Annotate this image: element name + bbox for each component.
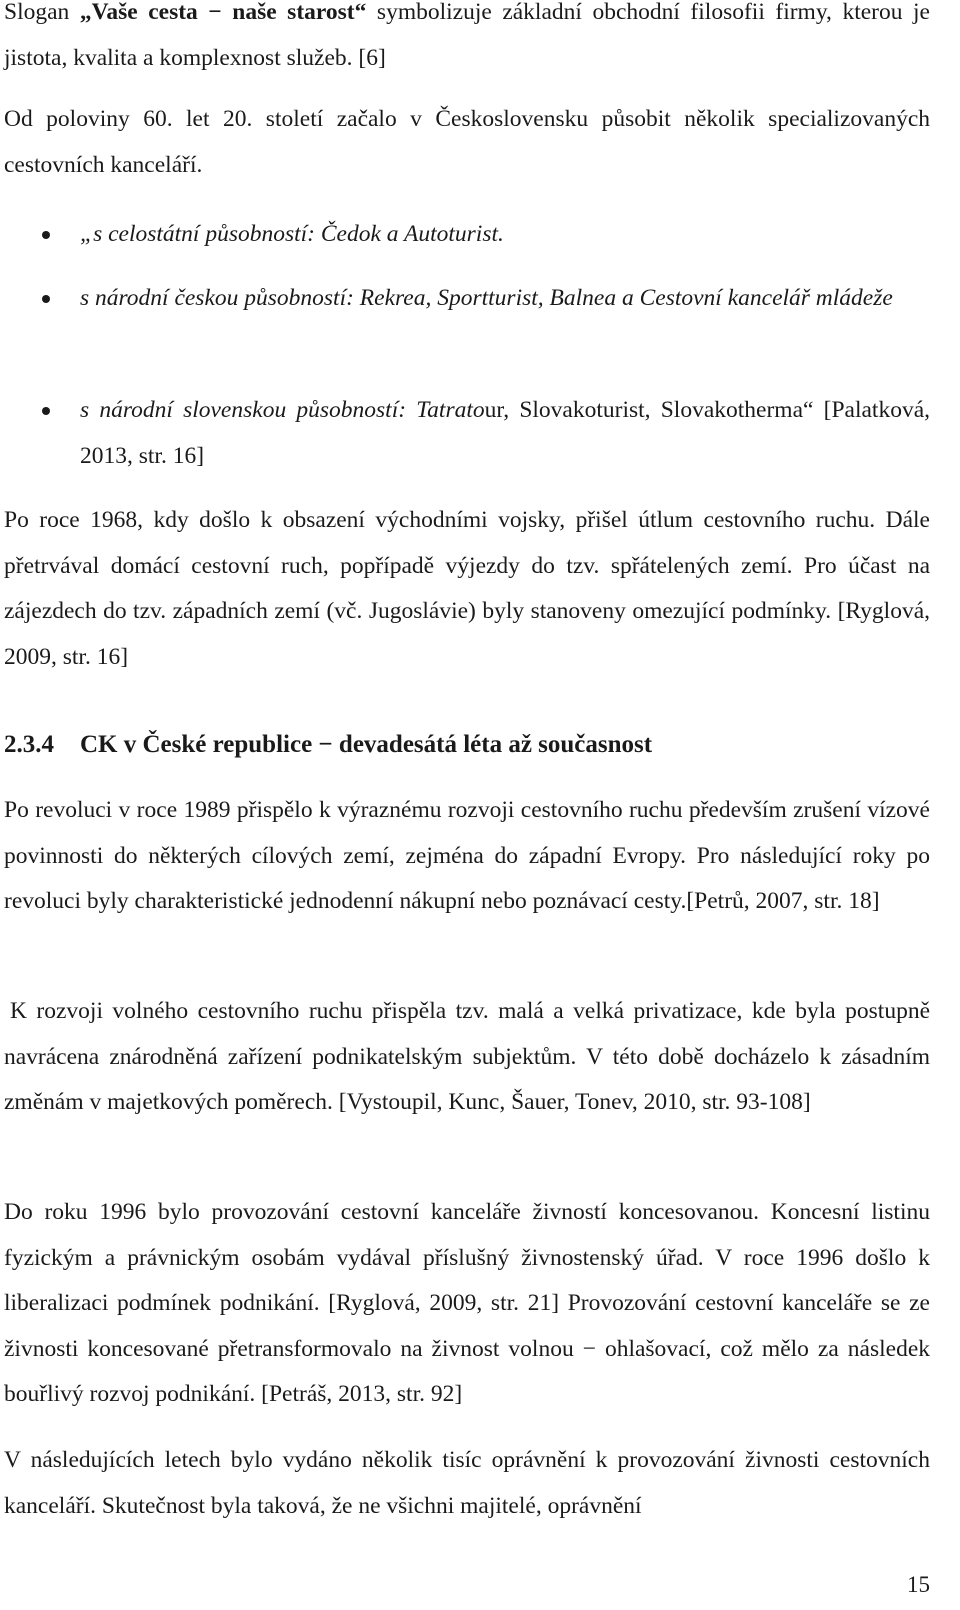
paragraph-specialized-agencies: Od poloviny 60. let 20. století začalo v Československu působit několik specializovaných cestovních kanceláří.: [4, 106, 930, 178]
paragraph-privatization: K rozvoji volného cestovního ruchu přispěla tzv. malá a velká privatizace, kde byla postupně navrácena znárodněná zařízení podnikatelským subjektům. V této době docházelo k zásadním změnám v majetkových poměrech. [Vystoupil, Kunc, Šauer, Tonev, 2010, str. 93-108]: [4, 998, 930, 1115]
paragraph-slogan: [4, 0, 930, 81]
list-item-italic: s národní českou působností: Rekrea, Sportturist, Balnea a Cestovní kancelář mládeže: [80, 285, 893, 311]
list-item-text: [80, 212, 930, 258]
paragraph-following-years: V následujících letech bylo vydáno několik tisíc oprávnění k provozování živnosti cestovních kanceláří. Skutečnost byla taková, že ne všichni majitelé, oprávnění: [4, 1447, 930, 1519]
bullet-icon: [42, 295, 50, 303]
slogan-lead: Slogan: [4, 0, 80, 25]
section-heading: [4, 722, 930, 767]
paragraph-licensing: Do roku 1996 bylo provozování cestovní kanceláře živností koncesovanou. Koncesní listinu fyzickým a právnickým osobám vydával příslušný živnostenský úřad. V roce 1996 došlo k liberalizaci podmínek podnikání. [Ryglová, 2009, str. 21] Provozování cestovní kanceláře se ze živnosti koncesované přetransformovalo na živnost volnou − ohlašovací, což mělo za následek bouřlivý rozvoj podnikání. [Petráš, 2013, str. 92]: [4, 1199, 930, 1407]
page-number: 15: [907, 1572, 930, 1597]
bullet-icon: [42, 407, 50, 415]
slogan-text: „Vaše cesta − naše starost“: [79, 0, 367, 25]
list-item-italic: s národní slovenskou působností: Tatrato: [80, 397, 485, 423]
list-item-italic: „s celostátní působností: Čedok a Autoturist.: [80, 221, 504, 247]
list-item-text: [80, 388, 930, 479]
list-item-plain: ur, Slovakoturist, Slovakotherma“ [Palatková, 2013, str. 16]: [80, 397, 930, 469]
section-title: CK v České republice − devadesátá léta až současnost: [80, 731, 653, 758]
list-item-text: [80, 276, 930, 322]
paragraph-1968: Po roce 1968, kdy došlo k obsazení východními vojsky, přišel útlum cestovního ruchu. Dále přetrvával domácí cestovní ruch, popřípadě výjezdy do tzv. spřátelených zemí. Pro účast na zájezdech do tzv. západních zemí (vč. Jugoslávie) byly stanoveny omezující podmínky. [Ryglová, 2009, str. 16]: [4, 507, 930, 670]
paragraph-revolution: Po revoluci v roce 1989 přispělo k výraznému rozvoji cestovního ruchu především zrušení vízové povinnosti do některých cílových zemí, zejména do západní Evropy. Pro následující roky po revoluci byly charakteristické jednodenní nákupní nebo poznávací cesty.[Petrů, 2007, str. 18]: [4, 797, 930, 914]
slogan-rest: symbolizuje základní obchodní filosofii firmy, kterou je jistota, kvalita a komplexnost služeb. [6]: [4, 0, 930, 71]
section-number: 2.3.4: [4, 731, 54, 758]
bullet-icon: [42, 231, 50, 239]
